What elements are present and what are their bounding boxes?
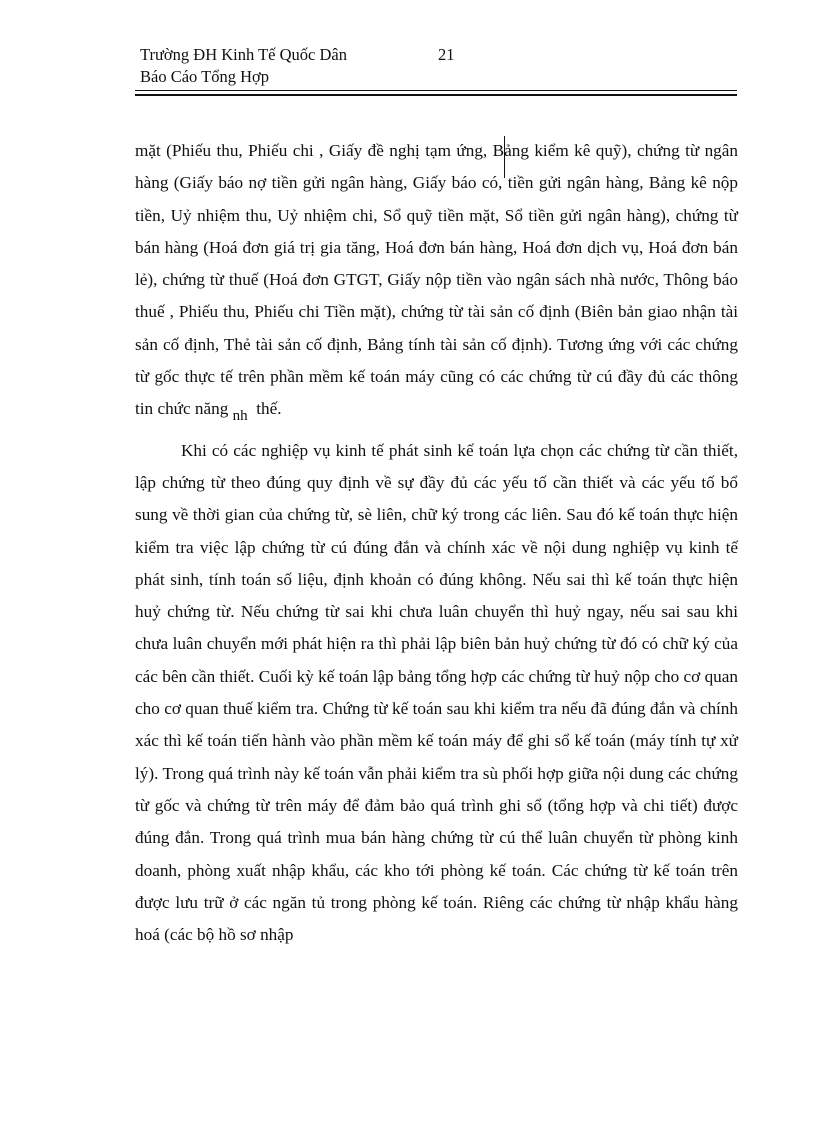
paragraph-1 — [135, 135, 738, 427]
document-body — [135, 135, 738, 951]
report-title: Báo Cáo Tổng Hợp — [140, 67, 269, 86]
paragraph-1-text: mặt (Phiếu thu, Phiếu chi , Giấy đề nghị tạm ứng, Bảng kiểm kê quỹ), chứng từ ngân hàng (Giấy báo nợ tiền gửi ngân hàng, Giấy báo có, tiền gửi ngân hàng, Bảng kê nộp tiền, Uỷ nhiệm thu, Uỷ nhiệm chi, Sổ quỹ tiền mặt, Sổ tiền gửi ngân hàng), chứng từ bán hàng (Hoá đơn giá trị gia tăng, Hoá đơn bán hàng, Hoá đơn dịch vụ, Hoá đơn bán lẻ), chứng từ thuế (Hoá đơn GTGT, Giấy nộp tiền vào ngân sách nhà nước, Thông báo thuế , Phiếu thu, Phiếu chi Tiền mặt), chứng từ tài sản cố định (Biên bản giao nhận tài sản cố định, Thẻ tài sản cố định, Bảng tính tài sản cố định). Tương ứng với các chứng từ gốc thực tế trên phần mềm kế toán máy cũng có các chứng từ cú đầy đủ các thông tin chức năng — [135, 141, 738, 419]
header-line-1 — [140, 44, 740, 66]
paragraph-2: Khi có các nghiệp vụ kinh tế phát sinh kế toán lựa chọn các chứng từ cần thiết, lập chứng từ theo đúng quy định về sự đầy đủ các yếu tố cần thiết và các yếu tố bổ sung về thời gian của chứng từ, sè liên, chữ ký trong các liên. Sau đó kế toán thực hiện kiểm tra việc lập chứng từ cú đúng đắn và chính xác về nội dung nghiệp vụ kinh tế phát sinh, tính toán số liệu, định khoản có đúng không. Nếu sai thì kế toán thực hiện huỷ chứng từ. Nếu chứng từ sai khi chưa luân chuyển thì huỷ ngay, nếu sai sau khi chưa luân chuyển mới phát hiện ra thì phải lập biên bản huỷ chứng từ đó có chữ ký của các bên cần thiết. Cuối kỳ kế toán lập bảng tổng hợp các chứng từ huỷ nộp cho cơ quan cho cơ quan thuế kiểm tra. Chứng từ kế toán sau khi kiểm tra nếu đã đúng đắn và chính xác thì kế toán tiến hành vào phần mềm kế toán máy để ghi sổ kế toán (máy tính tự xử lý). Trong quá trình này kế toán vẫn phải kiểm tra sù phối hợp giữa nội dung các chứng từ gốc và chứng từ trên máy để đảm bảo quá trình ghi sổ (tổng hợp và chi tiết) được đúng đắn. Trong quá trình mua bán hàng chứng từ cú thể luân chuyển từ phòng kinh doanh, phòng xuất nhập khẩu, các kho tới phòng kế toán. Các chứng từ kế toán trên được lưu trữ ở các ngăn tủ trong phòng kế toán. Riêng các chứng từ nhập khẩu hàng hoá (các bộ hồ sơ nhập — [135, 440, 738, 945]
header-rule-thin — [135, 90, 737, 91]
header-rule-thick — [135, 94, 737, 96]
page-number: 21 — [438, 45, 455, 64]
school-name: Trường ĐH Kinh Tế Quốc Dân — [140, 45, 347, 64]
paragraph-1-end: thế. — [256, 399, 282, 419]
page-header — [140, 44, 740, 88]
paragraph-1-subscript: nh — [232, 408, 248, 425]
